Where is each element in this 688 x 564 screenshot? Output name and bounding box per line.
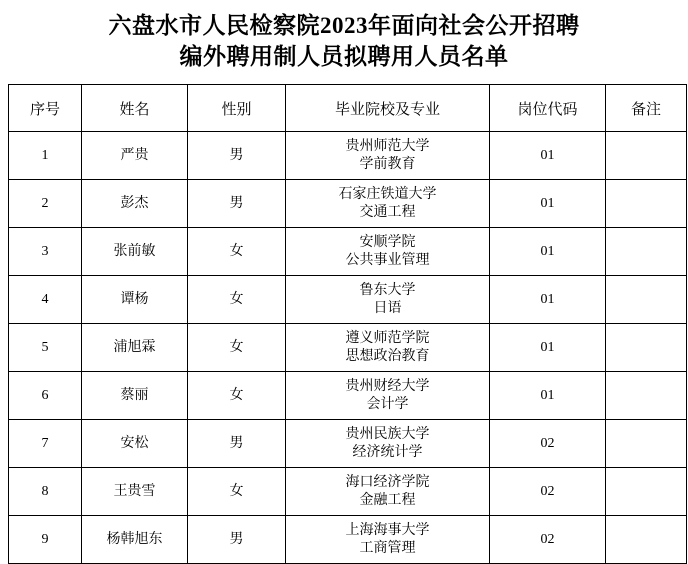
cell-code: 01 bbox=[490, 180, 606, 228]
cell-gender: 女 bbox=[188, 228, 286, 276]
column-header-note: 备注 bbox=[606, 85, 687, 132]
cell-school-line-1: 贵州民族大学 bbox=[345, 426, 430, 442]
cell-seq: 9 bbox=[9, 516, 82, 564]
cell-seq: 8 bbox=[9, 468, 82, 516]
cell-school-line-2: 思想政治教育 bbox=[345, 348, 430, 364]
cell-code: 02 bbox=[490, 420, 606, 468]
page-title-line-2: 编外聘用制人员拟聘用人员名单 bbox=[179, 44, 509, 69]
column-header-seq: 序号 bbox=[9, 85, 82, 132]
table-row bbox=[9, 228, 687, 276]
cell-code: 01 bbox=[490, 324, 606, 372]
cell-school bbox=[286, 132, 490, 180]
column-header-gender: 性别 bbox=[188, 85, 286, 132]
cell-name: 谭杨 bbox=[82, 276, 188, 324]
cell-school-line-1: 贵州师范大学 bbox=[345, 138, 430, 154]
cell-gender: 男 bbox=[188, 516, 286, 564]
table-row bbox=[9, 468, 687, 516]
cell-code: 01 bbox=[490, 228, 606, 276]
column-header-code: 岗位代码 bbox=[490, 85, 606, 132]
cell-school-line-2: 交通工程 bbox=[359, 204, 416, 220]
cell-school-line-1: 海口经济学院 bbox=[345, 474, 430, 490]
cell-seq: 1 bbox=[9, 132, 82, 180]
table-row bbox=[9, 276, 687, 324]
cell-gender: 女 bbox=[188, 468, 286, 516]
cell-gender: 女 bbox=[188, 276, 286, 324]
table-row bbox=[9, 132, 687, 180]
cell-name: 蔡丽 bbox=[82, 372, 188, 420]
column-header-name: 姓名 bbox=[82, 85, 188, 132]
cell-school bbox=[286, 468, 490, 516]
table-row bbox=[9, 324, 687, 372]
cell-seq: 6 bbox=[9, 372, 82, 420]
cell-seq: 2 bbox=[9, 180, 82, 228]
cell-school-line-2: 学前教育 bbox=[359, 156, 416, 172]
table-container bbox=[0, 72, 688, 564]
cell-code: 01 bbox=[490, 276, 606, 324]
cell-gender: 男 bbox=[188, 132, 286, 180]
cell-name: 安松 bbox=[82, 420, 188, 468]
column-header-school: 毕业院校及专业 bbox=[286, 85, 490, 132]
table-row bbox=[9, 180, 687, 228]
cell-name: 浦旭霖 bbox=[82, 324, 188, 372]
cell-name: 张前敏 bbox=[82, 228, 188, 276]
cell-code: 02 bbox=[490, 516, 606, 564]
cell-school-line-2: 日语 bbox=[373, 300, 402, 316]
cell-name: 王贵雪 bbox=[82, 468, 188, 516]
cell-school-line-1: 石家庄铁道大学 bbox=[338, 186, 437, 202]
page-title-line-1: 六盘水市人民检察院2023年面向社会公开招聘 bbox=[108, 13, 580, 38]
cell-school-line-1: 上海海事大学 bbox=[345, 522, 430, 538]
page-title bbox=[0, 0, 688, 72]
cell-gender: 男 bbox=[188, 180, 286, 228]
cell-seq: 4 bbox=[9, 276, 82, 324]
table-row bbox=[9, 420, 687, 468]
cell-name: 彭杰 bbox=[82, 180, 188, 228]
cell-gender: 男 bbox=[188, 420, 286, 468]
cell-note bbox=[606, 372, 687, 420]
cell-school bbox=[286, 420, 490, 468]
cell-school-line-1: 安顺学院 bbox=[359, 234, 416, 250]
cell-note bbox=[606, 468, 687, 516]
cell-gender: 女 bbox=[188, 324, 286, 372]
cell-school-line-2: 工商管理 bbox=[359, 540, 416, 556]
cell-school bbox=[286, 276, 490, 324]
cell-code: 01 bbox=[490, 132, 606, 180]
cell-name: 严贵 bbox=[82, 132, 188, 180]
cell-note bbox=[606, 276, 687, 324]
table-header bbox=[9, 85, 687, 132]
cell-note bbox=[606, 228, 687, 276]
cell-note bbox=[606, 420, 687, 468]
table-body bbox=[9, 132, 687, 564]
cell-note bbox=[606, 516, 687, 564]
cell-seq: 7 bbox=[9, 420, 82, 468]
cell-school bbox=[286, 516, 490, 564]
cell-school bbox=[286, 180, 490, 228]
cell-note bbox=[606, 324, 687, 372]
cell-school bbox=[286, 372, 490, 420]
cell-school-line-1: 贵州财经大学 bbox=[345, 378, 430, 394]
cell-name: 杨韩旭东 bbox=[82, 516, 188, 564]
cell-seq: 3 bbox=[9, 228, 82, 276]
table-header-row bbox=[9, 85, 687, 132]
cell-school-line-1: 遵义师范学院 bbox=[345, 330, 430, 346]
cell-code: 02 bbox=[490, 468, 606, 516]
cell-code: 01 bbox=[490, 372, 606, 420]
cell-school bbox=[286, 324, 490, 372]
cell-school-line-2: 公共事业管理 bbox=[345, 252, 430, 268]
cell-school-line-2: 会计学 bbox=[366, 396, 409, 412]
cell-school-line-1: 鲁东大学 bbox=[359, 282, 416, 298]
cell-gender: 女 bbox=[188, 372, 286, 420]
cell-note bbox=[606, 132, 687, 180]
cell-seq: 5 bbox=[9, 324, 82, 372]
cell-school-line-2: 经济统计学 bbox=[352, 444, 423, 460]
table-row bbox=[9, 516, 687, 564]
cell-school-line-2: 金融工程 bbox=[359, 492, 416, 508]
table-row bbox=[9, 372, 687, 420]
hire-list-table bbox=[8, 84, 687, 564]
cell-note bbox=[606, 180, 687, 228]
cell-school bbox=[286, 228, 490, 276]
